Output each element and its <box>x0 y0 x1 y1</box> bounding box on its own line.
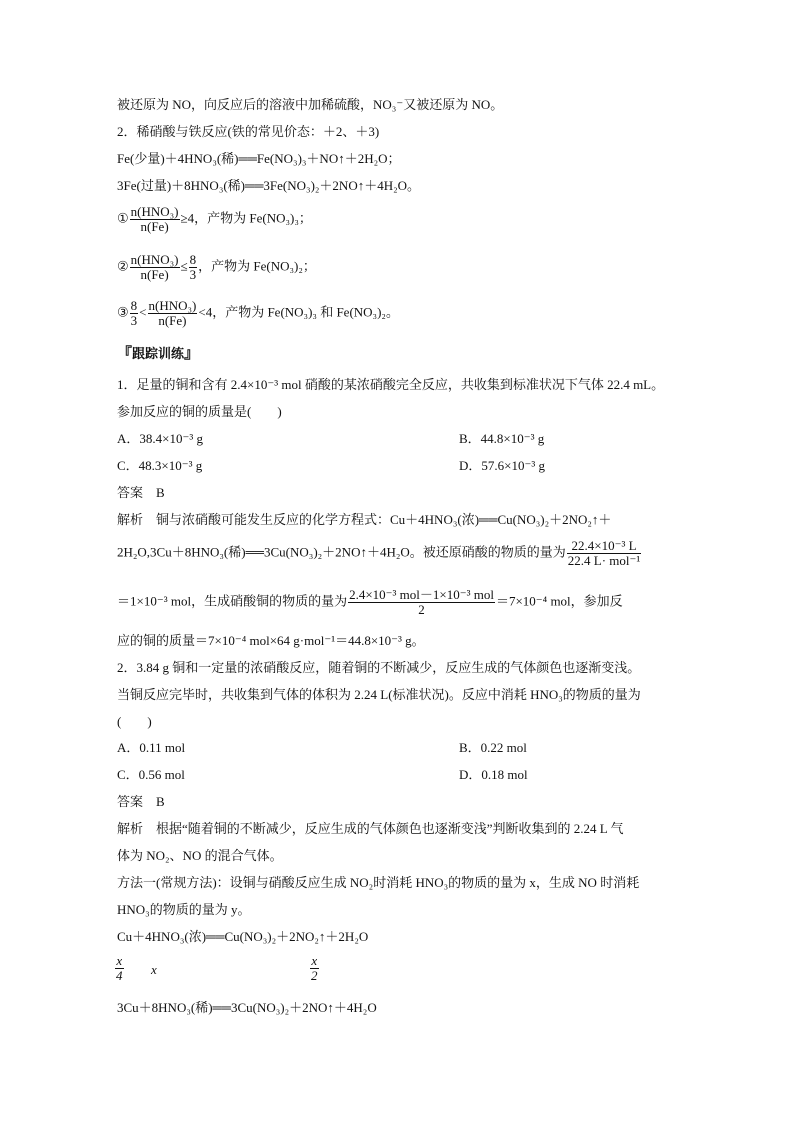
option-c: C．48.3×10⁻³ g <box>117 458 203 473</box>
equation: 3Fe(过量)＋8HNO₃(稀)══3Fe(NO₃)₂＋2NO↑＋4H₂O。 <box>117 178 421 193</box>
eight-thirds-fraction: $\frac{8}{3}$ <box>189 252 197 282</box>
method-line: HNO₃的物质的量为 y。 <box>117 902 251 917</box>
question-2-line-2: 当铜反应完毕时，共收集到气体的体积为 2.24 L(标准状况)。反应中消耗 HNO₃的物质的量为 <box>117 687 641 702</box>
ratio-fraction: $\frac{\text{n(HNO₃)}}{n(Fe)}$ <box>148 298 197 328</box>
question-1-line-1: 1．足量的铜和含有 2.4×10⁻³ mol 硝酸的某浓硝酸完全反应，共收集到标准状况下气体 22.4 mL。 <box>117 377 665 392</box>
option-a: A．38.4×10⁻³ g <box>117 431 203 446</box>
option-row <box>117 767 528 783</box>
option-b: B．44.8×10⁻³ g <box>459 431 545 446</box>
section-heading: 『跟踪训练』 <box>117 346 200 362</box>
analysis-line: ＝1×10⁻³ mol，生成硝酸铜的物质的量为 $\frac{\text{2.4×10⁻³ mol－1×10⁻³ mol}}{2}$ ＝7×10⁻⁴ mol，参加反 <box>117 587 623 617</box>
stoich-fraction: $\frac{x}{4}$ <box>116 953 123 983</box>
analysis-line: 解析 铜与浓硝酸可能发生反应的化学方程式：Cu＋4HNO₃(浓)══Cu(NO₃)₂＋2NO₂↑＋ <box>117 512 612 527</box>
fraction: $\frac{\text{2.4×10⁻³ mol－1×10⁻³ mol}}{2}$ <box>349 587 494 617</box>
ratio-fraction: $\frac{\text{n(HNO₃)}}{n(Fe)}$ <box>130 252 179 282</box>
answer: 答案 B <box>117 485 165 500</box>
analysis-line: 体为 NO₂、NO 的混合气体。 <box>117 848 283 863</box>
question-2-line-3: ( ) <box>117 714 152 729</box>
ratio-fraction: $\frac{\text{n(HNO₃)}}{n(Fe)}$ <box>130 204 179 234</box>
question-2-line-1: 2．3.84 g 铜和一定量的浓硝酸反应，随着铜的不断减少，反应生成的气体颜色也逐渐变浅。 <box>117 660 641 675</box>
option-c: C．0.56 mol <box>117 767 185 782</box>
condition-2: ② $\frac{\text{n(HNO₃)}}{n(Fe)}$ ≤ $\frac{8}{3}$ ，产物为 Fe(NO₃)₂； <box>117 252 316 282</box>
stoich-value: x <box>151 962 157 977</box>
option-row <box>117 431 545 447</box>
answer: 答案 B <box>117 794 165 809</box>
analysis-line: 应的铜的质量＝7×10⁻⁴ mol×64 g·mol⁻¹＝44.8×10⁻³ g。 <box>117 633 425 648</box>
text-line: 被还原为 NO，向反应后的溶液中加稀硫酸，NO₃⁻又被还原为 NO。 <box>117 97 504 112</box>
eight-thirds-fraction: $\frac{8}{3}$ <box>130 298 138 328</box>
stoich-fraction: $\frac{x}{2}$ <box>311 953 318 983</box>
fraction: $\frac{\text{22.4×10⁻³ L}}{\text{22.4 L· mol⁻¹}}$ <box>567 538 641 568</box>
question-1-line-2: 参加反应的铜的质量是( ) <box>117 404 282 419</box>
option-b: B．0.22 mol <box>459 740 527 755</box>
option-d: D．57.6×10⁻³ g <box>459 458 545 473</box>
condition-1: ① $\frac{\text{n(HNO₃)}}{n(Fe)}$ ≥4，产物为 Fe(NO₃)₃； <box>117 204 312 234</box>
text-line: 2．稀硝酸与铁反应(铁的常见价态：＋2、＋3) <box>117 124 380 139</box>
option-a: A．0.11 mol <box>117 740 186 755</box>
option-row <box>117 458 545 474</box>
analysis-line: 解析 根据“随着铜的不断减少，反应生成的气体颜色也逐渐变浅”判断收集到的 2.24 L 气 <box>117 821 624 836</box>
analysis-line: 2H₂O,3Cu＋8HNO₃(稀)══3Cu(NO₃)₂＋2NO↑＋4H₂O。被还原硝酸的物质的量为 $\frac{\text{22.4×10⁻³ L}}{\text{22.4 L· mol⁻¹}}$ <box>117 538 641 568</box>
equation: Fe(少量)＋4HNO₃(稀)══Fe(NO₃)₃＋NO↑＋2H₂O； <box>117 151 401 166</box>
method-line: 方法一(常规方法)：设铜与硝酸反应生成 NO₂时消耗 HNO₃的物质的量为 x，生成 NO 时消耗 <box>117 875 640 890</box>
equation: 3Cu＋8HNO₃(稀)══3Cu(NO₃)₂＋2NO↑＋4H₂O <box>117 1000 377 1015</box>
equation: Cu＋4HNO₃(浓)══Cu(NO₃)₂＋2NO₂↑＋2H₂O <box>117 929 369 944</box>
option-row <box>117 740 527 756</box>
option-d: D．0.18 mol <box>459 767 528 782</box>
condition-3: ③ $\frac{8}{3}$ < $\frac{\text{n(HNO₃)}}{n(Fe)}$ <4，产物为 Fe(NO₃)₃ 和 Fe(NO₃)₂。 <box>117 298 399 328</box>
